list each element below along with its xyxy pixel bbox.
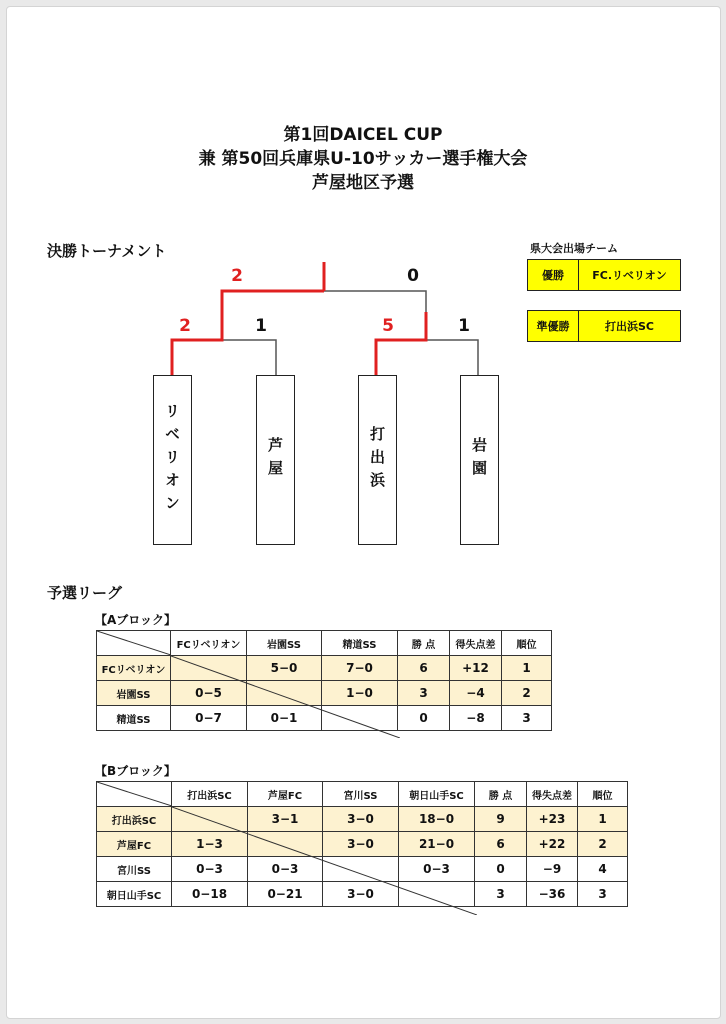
- tournament-heading: 決勝トーナメント: [47, 242, 167, 260]
- qualified-team: FC.リベリオン: [592, 269, 667, 282]
- qualified-winner: [527, 259, 681, 291]
- goal-diff-cell: −8: [450, 706, 502, 731]
- result-cell: 0−21: [248, 882, 323, 907]
- semi2-score-left: 5: [382, 316, 394, 336]
- title-line-2: 兼 第50回兵庫県U-10サッカー選手権大会: [198, 149, 528, 169]
- team-box-ashiya: 芦屋: [256, 375, 295, 545]
- qualified-rank: 優勝: [528, 260, 579, 290]
- league-heading: 予選リーグ: [47, 584, 123, 602]
- row-team: 岩園SS: [97, 681, 171, 706]
- rank-cell: 3: [502, 706, 552, 731]
- result-cell: 0−18: [172, 882, 248, 907]
- rank-cell: 1: [502, 656, 552, 681]
- semi1-score-right: 1: [255, 316, 267, 336]
- table-corner: [97, 631, 171, 656]
- qualified-heading: 県大会出場チーム: [530, 242, 618, 255]
- col-header: FCリベリオン: [171, 631, 247, 656]
- row-team: 精道SS: [97, 706, 171, 731]
- points-cell: 3: [398, 681, 450, 706]
- b-block-diagonal: [172, 807, 477, 915]
- points-cell: 0: [398, 706, 450, 731]
- final-score-right: 0: [407, 266, 419, 286]
- qualified-runner-up: [527, 310, 681, 342]
- final-score-left: 2: [231, 266, 243, 286]
- result-cell: 0−5: [171, 681, 247, 706]
- rank-cell: 2: [502, 681, 552, 706]
- result-cell: 0−1: [247, 706, 322, 731]
- a-block-label: 【Aブロック】: [95, 613, 177, 627]
- points-cell: 3: [475, 882, 527, 907]
- col-header: 精道SS: [322, 631, 398, 656]
- bracket-line-ashiya: [222, 340, 276, 375]
- result-cell: 0−7: [171, 706, 247, 731]
- goal-diff-cell: −9: [527, 857, 578, 882]
- goal-diff-cell: +23: [527, 807, 578, 832]
- qualified-rank: 準優勝: [528, 311, 579, 341]
- table-corner: [97, 782, 172, 807]
- bracket-line-semi2-loser: [324, 291, 426, 312]
- result-cell: 0−3: [172, 857, 248, 882]
- result-cell: 3−0: [323, 882, 399, 907]
- row-team: 宮川SS: [97, 857, 172, 882]
- rank-cell: 3: [578, 882, 628, 907]
- result-cell: 21−0: [399, 832, 475, 857]
- points-cell: 6: [475, 832, 527, 857]
- result-cell: 5−0: [247, 656, 322, 681]
- row-team: 朝日山手SC: [97, 882, 172, 907]
- team-box-uchidehama: 打出浜: [358, 375, 397, 545]
- result-cell: 3−0: [323, 832, 399, 857]
- result-cell: 7−0: [322, 656, 398, 681]
- b-block-label: 【Bブロック】: [95, 764, 176, 778]
- result-cell: 0−3: [399, 857, 475, 882]
- title-line-3: 芦屋地区予選: [312, 173, 414, 193]
- semi1-score-left: 2: [179, 316, 191, 336]
- points-cell: 9: [475, 807, 527, 832]
- rank-cell: 1: [578, 807, 628, 832]
- goal-diff-cell: +12: [450, 656, 502, 681]
- goal-diff-cell: −36: [527, 882, 578, 907]
- team-box-rebellion: リベリオン: [153, 375, 192, 545]
- qualified-team: 打出浜SC: [605, 320, 654, 333]
- result-cell: 1−0: [322, 681, 398, 706]
- col-header: 打出浜SC: [172, 782, 248, 807]
- points-cell: 6: [398, 656, 450, 681]
- result-cell: 0−3: [248, 857, 323, 882]
- row-team: 打出浜SC: [97, 807, 172, 832]
- team-box-iwazono: 岩園: [460, 375, 499, 545]
- row-team: FCリベリオン: [97, 656, 171, 681]
- result-cell: 18−0: [399, 807, 475, 832]
- goal-diff-cell: +22: [527, 832, 578, 857]
- result-cell: 3−1: [248, 807, 323, 832]
- col-header: 芦屋FC: [248, 782, 323, 807]
- points-cell: 0: [475, 857, 527, 882]
- rank-cell: 4: [578, 857, 628, 882]
- col-header: 順位: [578, 782, 628, 807]
- semi2-score-right: 1: [458, 316, 470, 336]
- col-header: 得失点差: [527, 782, 578, 807]
- result-cell: 1−3: [172, 832, 248, 857]
- col-header: 岩園SS: [247, 631, 322, 656]
- a-block-diagonal: [171, 656, 400, 738]
- title-line-1: 第1回DAICEL CUP: [283, 125, 443, 145]
- col-header: 順位: [502, 631, 552, 656]
- row-team: 芦屋FC: [97, 832, 172, 857]
- col-header: 勝 点: [475, 782, 527, 807]
- col-header: 朝日山手SC: [399, 782, 475, 807]
- goal-diff-cell: −4: [450, 681, 502, 706]
- col-header: 勝 点: [398, 631, 450, 656]
- bracket-line-iwazono: [426, 340, 478, 375]
- result-cell: 3−0: [323, 807, 399, 832]
- rank-cell: 2: [578, 832, 628, 857]
- col-header: 宮川SS: [323, 782, 399, 807]
- col-header: 得失点差: [450, 631, 502, 656]
